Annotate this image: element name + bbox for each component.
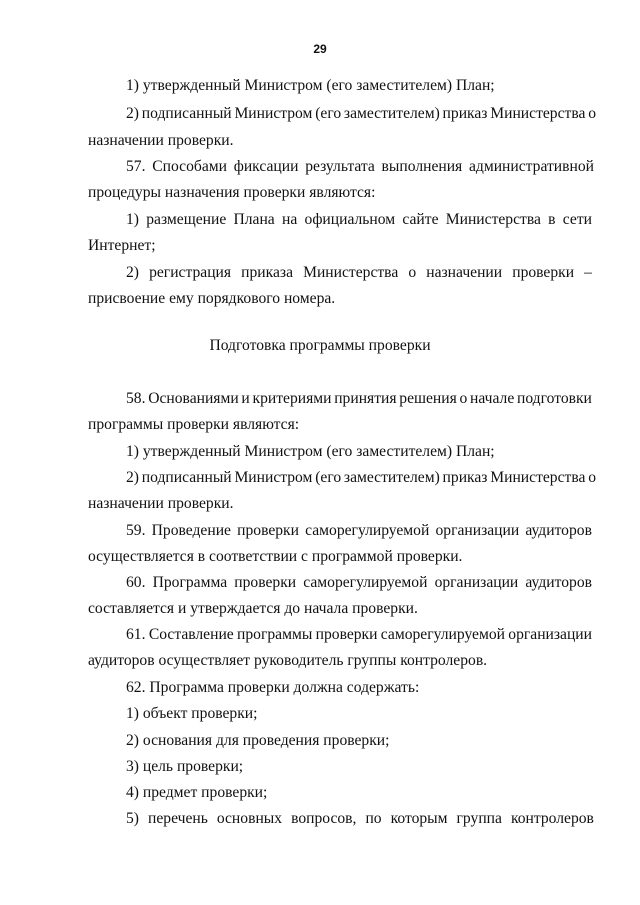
word: 5) xyxy=(126,810,139,827)
list-item: 4) предмет проверки; xyxy=(126,784,268,801)
word: проверки xyxy=(315,626,378,643)
word: начале xyxy=(470,390,515,407)
list-item: 2) основания для проведения проверки; xyxy=(126,732,390,749)
word: о xyxy=(408,264,417,281)
paragraph-line: составляется и утверждается до начала проверки. xyxy=(88,600,418,617)
word: вопросов, xyxy=(291,810,357,827)
word: Министром xyxy=(234,469,313,486)
word: 59. xyxy=(126,522,146,539)
word: и xyxy=(241,390,250,407)
section-heading: Подготовка программы проверки xyxy=(209,337,431,354)
word: приказа xyxy=(241,264,293,281)
word: группа xyxy=(456,810,502,827)
list-item: 1) объект проверки; xyxy=(126,705,258,722)
word: решения xyxy=(399,390,457,407)
word: официальном xyxy=(304,211,396,228)
paragraph-line: программы проверки являются: xyxy=(88,416,300,433)
word: проверки xyxy=(237,522,299,539)
word: программы xyxy=(237,626,313,643)
word: 2) xyxy=(126,105,139,122)
word: выполнения xyxy=(381,158,463,175)
paragraph-line-justified xyxy=(126,521,592,541)
word: саморегулируемой xyxy=(303,574,428,591)
word: подписанный xyxy=(141,469,232,486)
word: Проведение xyxy=(151,522,231,539)
word: административной xyxy=(468,158,594,175)
word: размещение xyxy=(146,211,227,228)
word: в xyxy=(548,211,556,228)
paragraph-line-justified xyxy=(126,389,592,409)
word: приказ xyxy=(442,469,488,486)
word: 60. xyxy=(126,574,146,591)
word: организации xyxy=(508,626,592,643)
word: Министерства xyxy=(445,211,541,228)
paragraph-line: назначении проверки. xyxy=(88,132,234,149)
word: Основаниями xyxy=(148,390,239,407)
paragraph-line-justified xyxy=(126,573,592,593)
paragraph-line: 62. Программа проверки должна содержать: xyxy=(126,679,420,696)
word: (его xyxy=(315,469,342,486)
paragraph-line-justified xyxy=(126,468,596,488)
word: на xyxy=(281,211,298,228)
word: саморегулируемой xyxy=(305,522,430,539)
paragraph-line: 1) утвержденный Министром (его заместителем) План; xyxy=(126,77,495,94)
word: (его xyxy=(315,105,342,122)
word: 2) xyxy=(126,469,139,486)
word: контролеров xyxy=(510,810,594,827)
word: организации xyxy=(435,522,520,539)
word: проверки xyxy=(512,264,575,281)
paragraph-line-justified xyxy=(126,210,592,230)
paragraph-line-justified xyxy=(126,157,594,177)
word: подготовки xyxy=(516,390,592,407)
word: Министерства xyxy=(303,264,399,281)
word: Плана xyxy=(233,211,275,228)
word: сайте xyxy=(402,211,439,228)
word: основных xyxy=(216,810,283,827)
word: Программа xyxy=(152,574,228,591)
paragraph-line-justified xyxy=(126,625,592,645)
word: подписанный xyxy=(141,105,232,122)
paragraph-line: Интернет; xyxy=(88,237,156,254)
word: результата xyxy=(305,158,375,175)
word: приказ xyxy=(442,105,488,122)
word: 1) xyxy=(126,211,139,228)
word: Министерства xyxy=(490,469,586,486)
word: сети xyxy=(562,211,592,228)
word: которым xyxy=(390,810,448,827)
word: аудиторов xyxy=(525,574,592,591)
word: принятия xyxy=(334,390,397,407)
word: о xyxy=(588,105,596,122)
word: – xyxy=(584,264,592,281)
paragraph-line: назначении проверки. xyxy=(88,495,234,512)
word: фиксации xyxy=(233,158,299,175)
word: назначении xyxy=(426,264,503,281)
paragraph-line: присвоение ему порядкового номера. xyxy=(88,290,336,307)
paragraph-line: осуществляется в соответствии с программой проверки. xyxy=(88,548,463,565)
word: организации xyxy=(434,574,519,591)
word: 57. xyxy=(126,158,146,175)
word: о xyxy=(459,390,468,407)
paragraph-line: процедуры назначения проверки являются: xyxy=(88,184,376,201)
word: о xyxy=(588,469,596,486)
word: проверки xyxy=(234,574,297,591)
paragraph-line: 1) утвержденный Министром (его заместителем) План; xyxy=(126,443,495,460)
word: регистрация xyxy=(149,264,232,281)
word: 2) xyxy=(126,264,139,281)
paragraph-line: аудиторов осуществляет руководитель группы контролеров. xyxy=(88,652,488,669)
word: саморегулируемой xyxy=(380,626,505,643)
page-number: 29 xyxy=(313,42,327,56)
word: Министром xyxy=(234,105,313,122)
word: заместителем) xyxy=(343,105,440,122)
word: 61. xyxy=(126,626,146,643)
word: Составление xyxy=(148,626,234,643)
list-item: 3) цель проверки; xyxy=(126,758,244,775)
word: Способами xyxy=(152,158,227,175)
word: 58. xyxy=(126,390,146,407)
word: перечень xyxy=(148,810,208,827)
word: аудиторов xyxy=(525,522,592,539)
list-item-justified xyxy=(126,809,594,829)
word: критериями xyxy=(252,390,332,407)
word: Министерства xyxy=(490,105,586,122)
word: по xyxy=(365,810,382,827)
paragraph-line-justified xyxy=(126,263,592,283)
word: заместителем) xyxy=(343,469,440,486)
paragraph-line-justified xyxy=(126,104,596,124)
